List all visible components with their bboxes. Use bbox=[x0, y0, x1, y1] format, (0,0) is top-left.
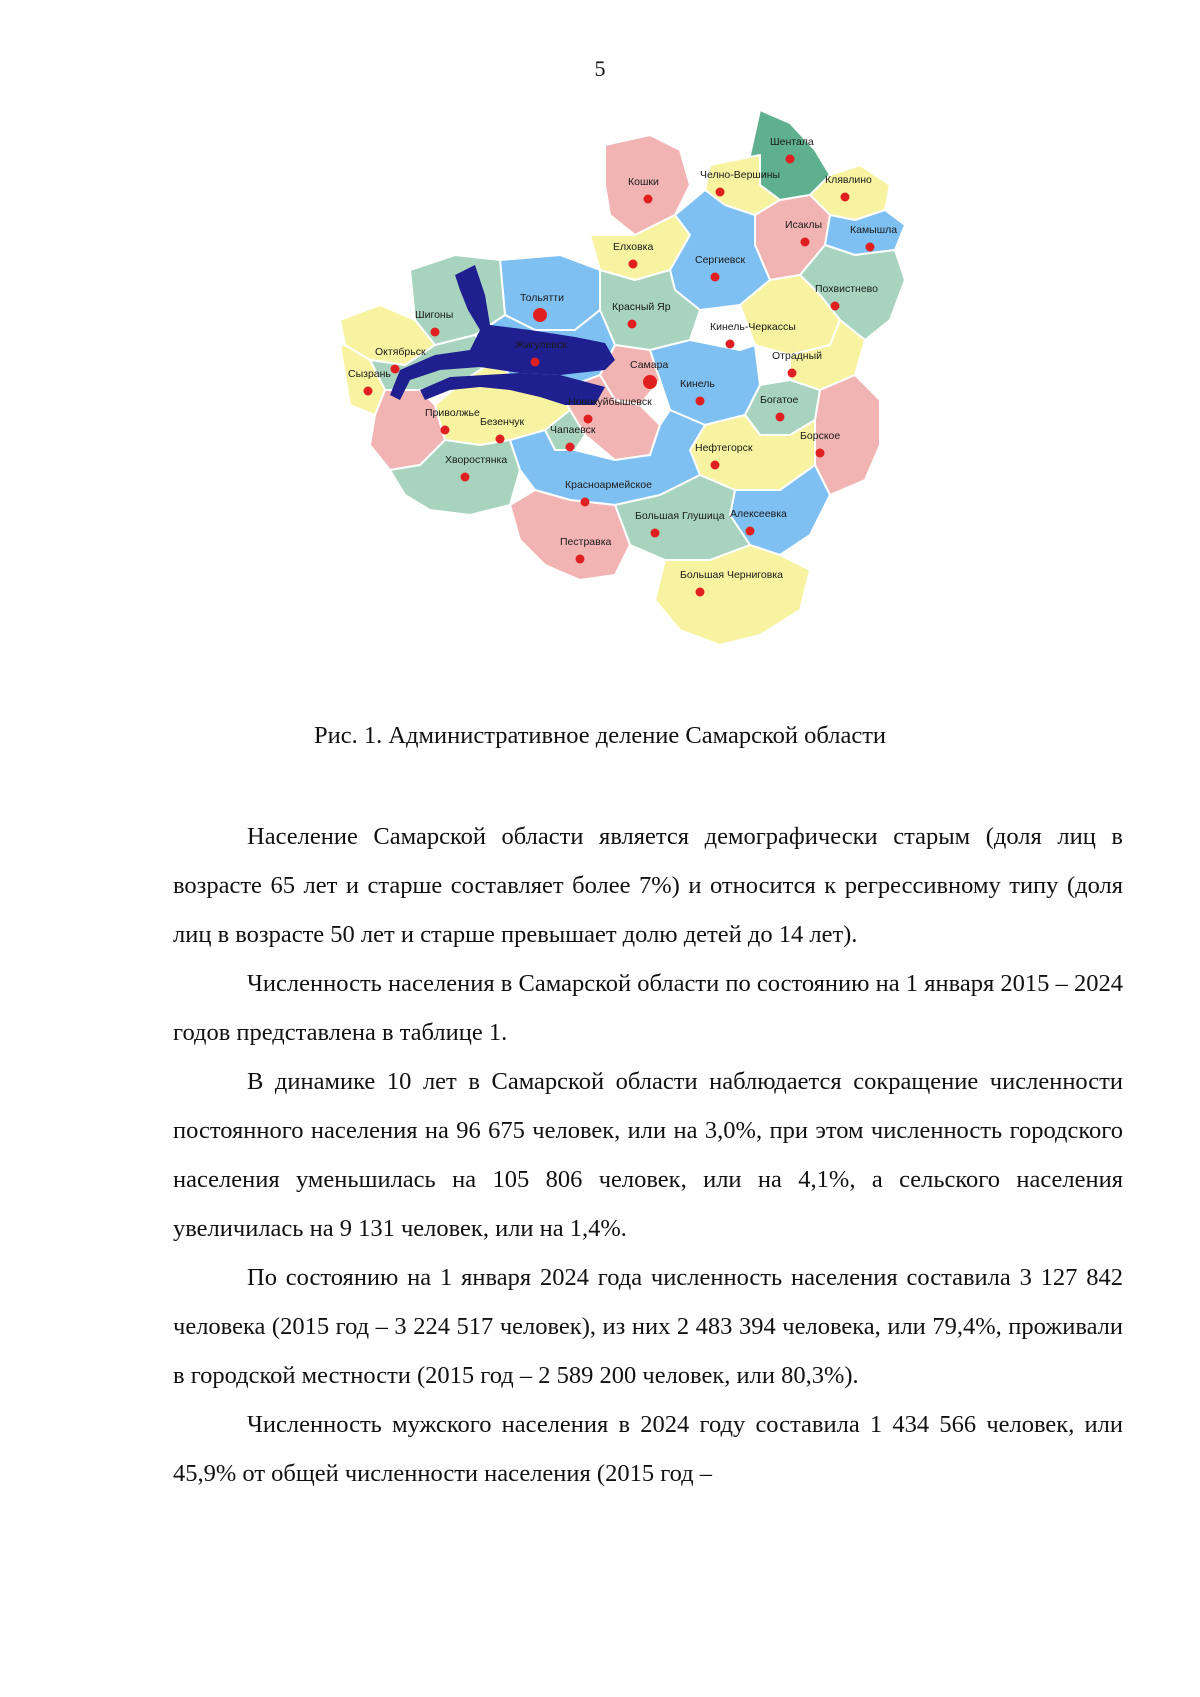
map-label-bezenchuk: Безенчук bbox=[480, 416, 525, 428]
map-label-krasny-yar: Красный Яр bbox=[612, 301, 671, 313]
map-label-pestravka: Пестравка bbox=[560, 536, 612, 548]
map-label-oktyabrsk: Октябрьск bbox=[375, 346, 426, 358]
paragraph: Численность населения в Самарской области по состоянию на 1 января 2015 – 2024 годов представлена в таблице 1. bbox=[173, 970, 1123, 1046]
figure-caption: Рис. 1. Административное деление Самарской области bbox=[313, 722, 887, 749]
city-dot bbox=[533, 308, 547, 322]
paragraph: Численность мужского населения в 2024 году составила 1 434 566 человек, или 45,9% от общей численности населения (2015 год – bbox=[173, 1411, 1123, 1487]
map-label-novokuibyshevsk: Новокуйбышевск bbox=[568, 396, 652, 408]
map-label-samara: Самара bbox=[630, 359, 669, 371]
city-dot bbox=[584, 415, 593, 424]
city-dot bbox=[866, 243, 875, 252]
city-dot bbox=[788, 369, 797, 378]
map-label-syzran: Сызрань bbox=[348, 368, 391, 380]
map-label-chapaevsk: Чапаевск bbox=[550, 424, 596, 436]
paragraph: В динамике 10 лет в Самарской области наблюдается сокращение численности постоянного населения на 96 675 человек, или на 3,0%, при этом численность городского населения уменьшилась на 105 806 человек, или на 4,1%, а сельского населения увеличилась на 9 131 человек, или на 1,4%. bbox=[173, 1068, 1123, 1242]
city-dot bbox=[364, 387, 373, 396]
map-label-shentala: Шентала bbox=[770, 136, 814, 148]
city-dot bbox=[726, 340, 735, 349]
map-label-bogatoe: Богатое bbox=[760, 394, 799, 406]
city-dot bbox=[391, 365, 400, 374]
city-dot bbox=[496, 435, 505, 444]
map-label-otradny: Отрадный bbox=[772, 350, 822, 362]
city-dot bbox=[461, 473, 470, 482]
city-dot bbox=[629, 260, 638, 269]
city-dot bbox=[644, 195, 653, 204]
map-label-bolshaya-glushitsa: Большая Глушица bbox=[635, 510, 725, 522]
body-text bbox=[173, 812, 1123, 1498]
map-label-koshki: Кошки bbox=[628, 176, 659, 188]
city-dot bbox=[716, 188, 725, 197]
map-label-shigony: Шигоны bbox=[415, 309, 454, 321]
city-dot bbox=[643, 375, 657, 389]
map-label-bolshaya-chernigovka: Большая Черниговка bbox=[680, 569, 783, 581]
map-label-neftegorsk: Нефтегорск bbox=[695, 442, 753, 454]
map-svg bbox=[348, 105, 1000, 715]
map-label-kinel: Кинель bbox=[680, 378, 715, 390]
page-number: 5 bbox=[594, 56, 606, 81]
city-dot bbox=[711, 461, 720, 470]
map-label-kamyshla: Камышла bbox=[850, 224, 898, 236]
city-dot bbox=[696, 397, 705, 406]
city-dot bbox=[566, 443, 575, 452]
city-dot bbox=[831, 302, 840, 311]
map-label-sergievsk: Сергиевск bbox=[695, 254, 746, 266]
map-label-klyavlino: Клявлино bbox=[825, 174, 872, 186]
map-label-alekseevka: Алексеевка bbox=[730, 508, 787, 520]
city-dot bbox=[841, 193, 850, 202]
city-dot bbox=[711, 273, 720, 282]
map-label-zhigulevsk: Жигулевск bbox=[515, 339, 567, 351]
map-label-pokhvistnevo: Похвистнево bbox=[815, 283, 878, 295]
city-dot bbox=[746, 527, 755, 536]
samara-region-map bbox=[348, 105, 1000, 715]
city-dot bbox=[628, 320, 637, 329]
city-dot bbox=[431, 328, 440, 337]
map-label-borskoe: Борское bbox=[800, 430, 841, 442]
map-label-isakly: Исаклы bbox=[785, 219, 823, 231]
city-dot bbox=[576, 555, 585, 564]
map-label-khvorostyanka: Хворостянка bbox=[445, 454, 508, 466]
city-dot bbox=[651, 529, 660, 538]
paragraph: По состоянию на 1 января 2024 года численность населения составила 3 127 842 человека (2015 год – 3 224 517 человек), из них 2 483 394 человека, или 79,4%, проживали в городской местности (2015 год – 2 589 200 человек, или 80,3%). bbox=[173, 1264, 1123, 1389]
paragraph: Население Самарской области является демографически старым (доля лиц в возрасте 65 лет и старше составляет более 7%) и относится к регрессивному типу (доля лиц в возрасте 50 лет и старше превышает долю детей до 14 лет). bbox=[173, 823, 1123, 948]
city-dot bbox=[801, 238, 810, 247]
city-dot bbox=[696, 588, 705, 597]
city-dot bbox=[441, 426, 450, 435]
map-label-elkhovka: Елховка bbox=[613, 241, 654, 253]
city-dot bbox=[816, 449, 825, 458]
map-label-tolyatti: Тольятти bbox=[520, 292, 564, 304]
map-label-kinel-cherkassy: Кинель-Черкассы bbox=[710, 321, 796, 333]
city-dot bbox=[786, 155, 795, 164]
map-label-chelno: Челно-Вершины bbox=[700, 169, 781, 181]
map-label-privolzhye: Приволжье bbox=[425, 407, 480, 419]
city-dot bbox=[581, 498, 590, 507]
city-dot bbox=[531, 358, 540, 367]
map-label-krasnoarmeyskoe: Красноармейское bbox=[565, 479, 652, 491]
city-dot bbox=[776, 413, 785, 422]
region-bolshaya-chernigovka bbox=[655, 545, 810, 645]
